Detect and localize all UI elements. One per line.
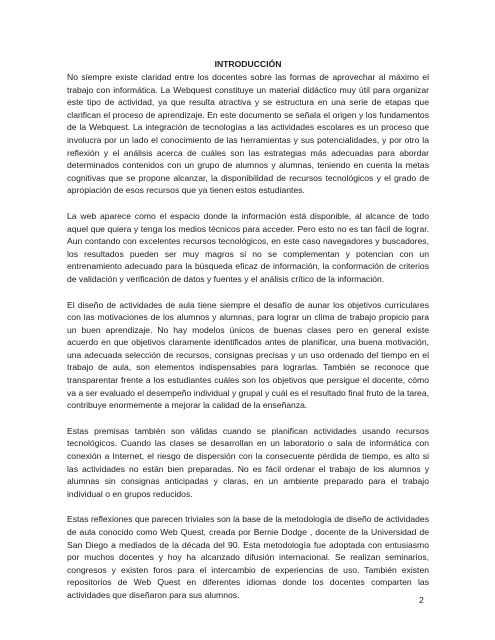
paragraph-4: Estas premisas también son válidas cuando se planifican actividades usando recursos tecnológicos. Cuando las clases se desarrollan en un laboratorio o sala de informática con conexión a Internet, el riesgo de dispersión con la consecuente pérdida de tiempo, es alto si las actividades no están bien preparadas. No es fácil ordenar el trabajo de los alumnos y alumnas sin consignas anticipadas y claras, en un ambiente preparado para el trabajo individual o en grupos reducidos. xyxy=(67,425,429,499)
paragraph-3: El diseño de actividades de aula tiene siempre el desafío de aunar los objetivos curriculares con las motivaciones de los alumnos y alumnas, para lograr un clima de trabajo propicio para un buen aprendizaje. No hay modelos únicos de buenas clases pero en general existe acuerdo en que objetivos claramente identificados antes de planificar, una buena motivación, una adecuada selección de recursos, consignas precisas y un uso ordenado del tiempo en el trabajo de aula, son elementos indispensables para lograrlas. También se reconoce que transparentar frente a los estudiantes cuáles son los objetivos que persigue el docente, cómo va a ser evaluado el desempeño individual y grupal y cuál es el resultado final fruto de la tarea, contribuye enormemente a mejorar la calidad de la enseñanza. xyxy=(67,299,429,411)
document-title: INTRODUCCIÓN xyxy=(214,59,282,69)
document-body xyxy=(67,58,429,615)
paragraph-5: Estas reflexiones que parecen triviales son la base de la metodología de diseño de actividades de aula conocido como Web Quest, creada por Bernie Dodge , docente de la Universidad de San Diego a mediados de la década del 90. Esta metodología fue adoptada con entusiasmo por muchos docentes y hoy ha alcanzado difusión internacional. Se realizan seminarios, congresos y existen foros para el intercambio de experiencias de uso. También existen repositorios de Web Quest en diferentes idiomas donde los docentes comparten las actividades que diseñaron para sus alumnos. xyxy=(67,514,429,600)
paragraph-2: La web aparece como el espacio donde la información está disponible, al alcance de todo aquel que quiera y tenga los medios técnicos para acceder. Pero esto no es tan fácil de lograr. Aun contando con excelentes recursos tecnológicos, en este caso navegadores y buscadores, los resultados pueden ser muy magros si no se complementan y potencian con un entrenamiento adecuado para la búsqueda eficaz de información, la conformación de criterios de validación y verificación de datos y fuentes y el análisis crítico de la información. xyxy=(67,210,429,284)
page-number: 2 xyxy=(419,595,424,605)
paragraph-1: No siempre existe claridad entre los docentes sobre las formas de aprovechar al máximo el trabajo con informática. La Webquest constituye un material didáctico muy útil para organizar este tipo de actividad, ya que resulta atractiva y se estructura en una serie de etapas que clarifican el proceso de aprendizaje. En este documento se señala el origen y los fundamentos de la Webquest. La integración de tecnologías a las actividades escolares es un proceso que involucra por un lado el conocimiento de las herramientas y sus potencialidades, y por otro la reflexión y el análisis acerca de cuáles son las estrategias más adecuadas para abordar determinados contenidos con un grupo de alumnos y alumnas, teniendo en cuenta la metas cognitivas que se propone alcanzar, la disponibilidad de recursos tecnológicos y el grado de apropiación de esos recursos que ya tienen estos estudiantes. xyxy=(67,72,429,196)
